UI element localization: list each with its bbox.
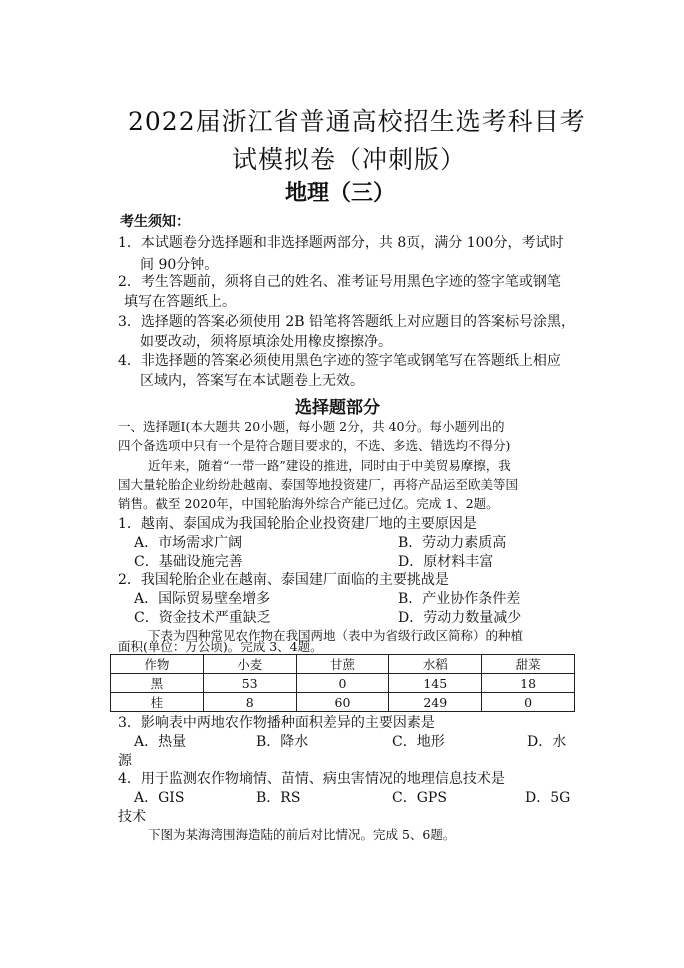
table-cell: 0: [296, 674, 389, 693]
question-3-option-d: D．水: [527, 734, 567, 750]
passage1-line3: 销售。截至 2020年，中国轮胎海外综合产能已过亿。完成 1、2题。: [118, 496, 499, 511]
table-cell: 0: [482, 693, 575, 712]
notice-item-3-line2: 如要改动，须将原填涂处用橡皮擦擦净。: [140, 334, 392, 350]
table-cell: 53: [203, 674, 296, 693]
passage2-line1: 下表为四种常见农作物在我国两地（表中为省级行政区简称）的种植: [148, 628, 524, 643]
question-4-option-d: D．5G: [525, 790, 571, 806]
question-4-option-b: B．RS: [256, 790, 301, 806]
table-header-cell: 甜菜: [482, 655, 575, 674]
question-3-option-b: B．降水: [256, 734, 309, 750]
table-cell: 黑: [111, 674, 204, 693]
table-cell: 145: [389, 674, 482, 693]
notice-item-3-line1: [118, 311, 575, 331]
section-intro-line1: 一、选择题Ⅰ(本大题共 20小题，每小题 2分，共 40分。每小题列出的: [118, 419, 505, 434]
notice-item-number: 2．: [118, 274, 141, 290]
question-4-option-d-wrap: 技术: [118, 809, 146, 825]
passage1-line1: 近年来，随着“一带一路”建设的推进，同时由于中美贸易摩擦，我: [148, 458, 511, 473]
table-header-cell: 作物: [111, 655, 204, 674]
notice-item-4-line2: 区域内，答案写在本试题卷上无效。: [140, 373, 364, 389]
table-row: [111, 674, 575, 693]
question-4-stem: 4．用于监测农作物墒情、苗情、病虫害情况的地理信息技术是: [118, 771, 505, 787]
exam-title-line2: 试模拟卷（冲刺版）: [232, 145, 467, 174]
question-2-stem: 2．我国轮胎企业在越南、泰国建厂面临的主要挑战是: [118, 572, 449, 588]
table-row: [111, 693, 575, 712]
crop-area-table: [110, 654, 575, 712]
question-2-option-c: C．资金技术严重缺乏: [134, 610, 271, 626]
table-header-cell: 小麦: [203, 655, 296, 674]
passage1-line2: 国大量轮胎企业纷纷赴越南、泰国等地投资建厂，再将产品运至欧美等国: [118, 477, 519, 492]
table-cell: 8: [203, 693, 296, 712]
exam-title-line1: 2022届浙江省普通高校招生选考科目考: [128, 107, 586, 136]
notice-item-text: 本试题卷分选择题和非选择题两部分，共 8页，满分 100分，考试时: [140, 235, 564, 251]
notice-item-2-line1: [118, 271, 561, 291]
notice-item-text: 考生答题前，须将自己的姓名、准考证号用黑色字迹的签字笔或钢笔: [140, 274, 561, 290]
notice-item-number: 3．: [118, 314, 141, 330]
notice-heading: 考生须知：: [120, 214, 190, 230]
question-1-option-a: A．市场需求广阔: [134, 535, 243, 551]
notice-item-4-line1: [118, 350, 561, 370]
question-2-option-b: B．产业协作条件差: [398, 591, 521, 607]
question-1-stem: 1．越南、泰国成为我国轮胎企业投资建厂地的主要原因是: [118, 516, 477, 532]
notice-item-2-line2: 填写在答题纸上。: [124, 294, 236, 310]
section-title: 选择题部分: [295, 398, 380, 418]
question-3-stem: 3．影响表中两地农作物播种面积差异的主要因素是: [118, 715, 435, 731]
passage2-line2: 面积(单位：万公顷)。完成 3、4题。: [118, 639, 323, 654]
question-3-option-a: A．热量: [134, 734, 187, 750]
question-1-option-c: C．基础设施完善: [134, 554, 243, 570]
table-header-row: [111, 655, 575, 674]
question-2-option-d: D．劳动力数量减少: [398, 610, 522, 626]
passage3-line1: 下图为某海湾围海造陆的前后对比情况。完成 5、6题。: [148, 827, 456, 842]
subject-title: 地理（三）: [285, 180, 396, 206]
question-3-option-d-wrap: 源: [118, 753, 132, 769]
question-3-option-c: C．地形: [392, 734, 445, 750]
table-cell: 桂: [111, 693, 204, 712]
question-1-option-b: B．劳动力素质高: [398, 535, 507, 551]
notice-item-text: 选择题的答案必须使用 2B 铅笔将答题纸上对应题目的答案标号涂黑，: [140, 314, 576, 330]
notice-item-1-line1: [118, 232, 563, 252]
notice-item-number: 4．: [118, 353, 141, 369]
table-cell: 18: [482, 674, 575, 693]
table-header-cell: 甘蔗: [296, 655, 389, 674]
table-cell: 60: [296, 693, 389, 712]
notice-item-text: 非选择题的答案必须使用黑色字迹的签字笔或钢笔写在答题纸上相应: [140, 353, 561, 369]
question-2-option-a: A．国际贸易壁垒增多: [134, 591, 271, 607]
notice-item-1-line2: 间 90分钟。: [140, 257, 219, 273]
question-1-option-d: D．原材料丰富: [398, 554, 494, 570]
table-header-cell: 水稻: [389, 655, 482, 674]
question-4-option-a: A．GIS: [134, 790, 185, 806]
notice-item-number: 1．: [118, 235, 141, 251]
question-4-option-c: C．GPS: [392, 790, 447, 806]
table-cell: 249: [389, 693, 482, 712]
section-intro-line2: 四个备选项中只有一个是符合题目要求的，不选、多选、错选均不得分): [118, 438, 511, 453]
